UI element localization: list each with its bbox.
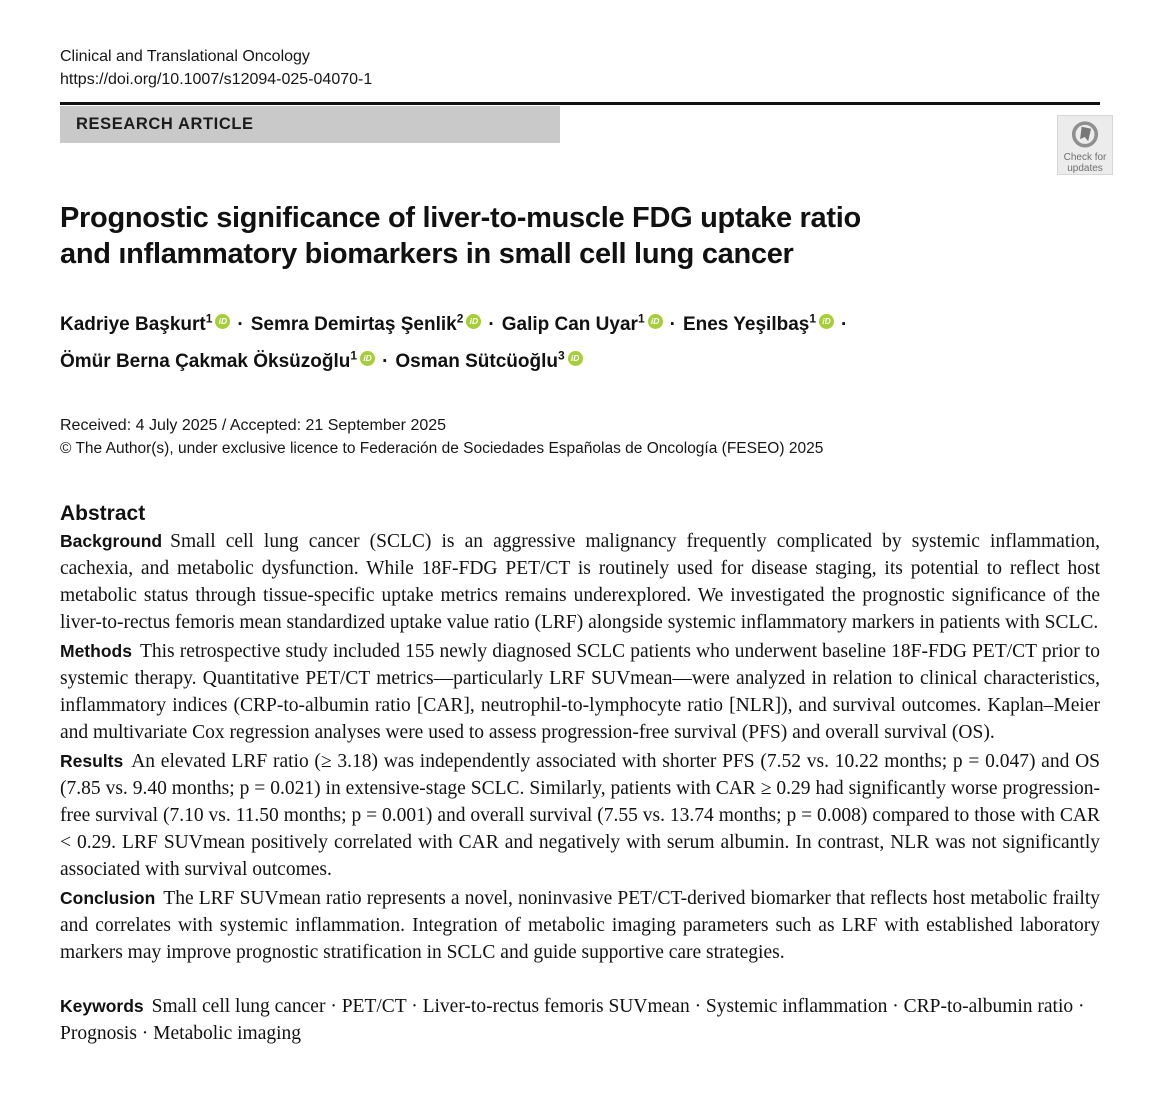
abstract-section-label: Results: [60, 750, 124, 771]
abstract-section-label: Methods: [60, 640, 132, 661]
abstract-conclusion-paragraph: [60, 885, 1100, 966]
author-separator: ·: [669, 314, 676, 336]
author: [502, 314, 663, 335]
author-name: Ömür Berna Çakmak Öksüzoğlu: [60, 350, 351, 372]
check-updates-label-line2: updates: [1067, 163, 1103, 174]
abstract-section-text: This retrospective study included 155 newly diagnosed SCLC patients who underwent baseline 18F-FDG PET/CT prior to systemic therapy. Quantitative PET/CT metrics—particularly LRF SUVmean—were analyzed in relation to clinical characteristics, inflammatory indices (CRP-to-albumin ratio [CAR], neutrophil-to-lymphocyte ratio [NLR]), and survival outcomes. Kaplan–Meier and multivariate Cox regression analyses were used to assess progression-free survival (PFS) and overall survival (OS).: [60, 640, 1100, 743]
author: [60, 348, 375, 372]
abstract-section-text: Small cell lung cancer (SCLC) is an aggressive malignancy frequently complicated by systemic inflammation, cachexia, and metabolic dysfunction. While 18F-FDG PET/CT is routinely used for disease staging, its potential to reflect host metabolic status through tissue-specific uptake metrics remains underexplored. We investigated the prognostic significance of the liver-to-rectus femoris mean standardized uptake value ratio (LRF) alongside systemic inflammatory markers in patients with SCLC.: [60, 530, 1100, 633]
author-separator: ·: [841, 314, 848, 336]
abstract-heading: Abstract: [60, 501, 146, 525]
abstract-background-paragraph: [60, 528, 1100, 636]
affiliation-superscript: 1: [350, 348, 358, 363]
article-title: [60, 200, 1100, 272]
author-name: Semra Demirtaş Şenlik: [250, 314, 457, 336]
doi-link[interactable]: https://doi.org/10.1007/s12094-025-04070-1: [60, 71, 373, 88]
affiliation-superscript: 3: [557, 348, 565, 363]
abstract-section-text: The LRF SUVmean ratio represents a novel, noninvasive PET/CT-derived biomarker that reflects host metabolic frailty and correlates with systemic inflammation. Integration of metabolic imaging parameters such as LRF with established laboratory markers may improve prognostic stratification in SCLC and guide supportive care strategies.: [60, 887, 1100, 963]
check-updates-label-line1: Check for: [1063, 152, 1107, 163]
abstract-results-paragraph: [60, 748, 1100, 883]
author: [395, 348, 582, 372]
author-name: Enes Yeşilbaş: [682, 314, 810, 336]
author-list: [60, 304, 1100, 377]
author-name: Osman Sütcüoğlu: [395, 350, 558, 372]
abstract-section-label: Conclusion: [60, 887, 156, 908]
article-title-line2: and ınflammatory biomarkers in small cell lung cancer: [60, 238, 794, 270]
affiliation-superscript: 1: [205, 312, 213, 326]
orcid-icon[interactable]: iD: [360, 351, 375, 366]
header-rule: [60, 102, 1100, 105]
article-type-label: RESEARCH ARTICLE: [76, 115, 254, 133]
received-accepted-dates: Received: 4 July 2025 / Accepted: 21 September 2025: [60, 416, 447, 434]
keywords-paragraph: [60, 993, 1100, 1047]
abstract-section-text: An elevated LRF ratio (≥ 3.18) was independently associated with shorter PFS (7.52 vs. 10.22 months; p = 0.047) and OS (7.85 vs. 9.40 months; p = 0.021) in extensive-stage SCLC. Similarly, patients with CAR ≥ 0.29 had significantly worse progression-free survival (7.10 vs. 11.50 months; p = 0.001) and overall survival (7.55 vs. 13.74 months; p = 0.008) compared to those with CAR < 0.29. LRF SUVmean positively correlated with CAR and negatively with serum albumin. In contrast, NLR was not significantly associated with survival outcomes.: [60, 750, 1100, 880]
orcid-icon[interactable]: iD: [648, 314, 663, 329]
orcid-icon[interactable]: iD: [819, 314, 834, 329]
check-updates-bookmark-icon: [1068, 119, 1102, 152]
affiliation-superscript: 2: [456, 312, 464, 326]
author-name: Galip Can Uyar: [501, 314, 638, 336]
abstract-section-label: Background: [60, 530, 163, 551]
orcid-icon[interactable]: iD: [215, 314, 230, 329]
keywords-text: Small cell lung cancer · PET/CT · Liver-to-rectus femoris SUVmean · Systemic inflammation · CRP-to-albumin ratio · Prognosis · Metabolic imaging: [60, 995, 1085, 1044]
keywords-label: Keywords: [60, 995, 144, 1016]
author-name: Kadriye Başkurt: [60, 314, 206, 336]
orcid-icon[interactable]: iD: [466, 314, 481, 329]
author: [60, 314, 230, 335]
author-separator: ·: [237, 314, 244, 336]
check-for-updates-button[interactable]: [1057, 115, 1113, 175]
article-type-banner: [60, 106, 560, 143]
copyright-line: © The Author(s), under exclusive licence to Federación de Sociedades Españolas de Oncología (FESEO) 2025: [60, 439, 824, 457]
abstract-methods-paragraph: [60, 638, 1100, 746]
orcid-icon[interactable]: iD: [568, 351, 583, 366]
affiliation-superscript: 1: [809, 312, 817, 326]
banner-row: [60, 106, 1107, 174]
journal-name: Clinical and Translational Oncology: [60, 48, 310, 65]
affiliation-superscript: 1: [637, 312, 645, 326]
author: [251, 314, 482, 335]
author-separator: ·: [488, 314, 495, 336]
article-title-line1: Prognostic significance of liver-to-muscle FDG uptake ratio: [60, 202, 861, 234]
author-separator: ·: [382, 350, 389, 372]
author: [683, 314, 834, 335]
